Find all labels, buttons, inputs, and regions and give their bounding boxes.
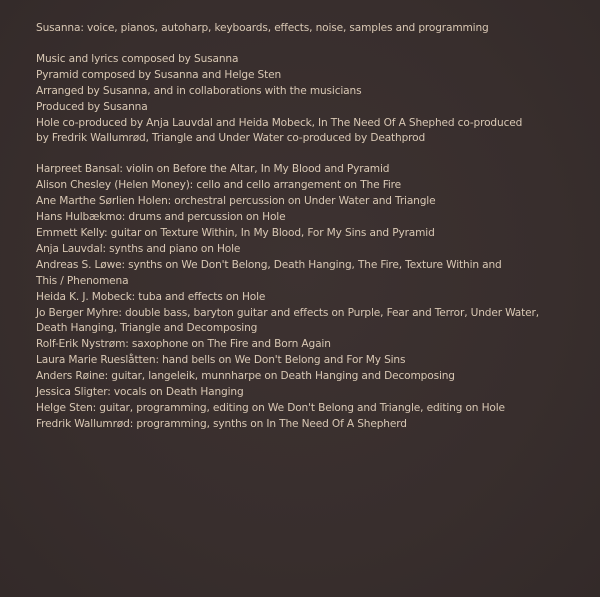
musician-credit: Harpreet Bansal: violin on Before the Altar, In My Blood and Pyramid bbox=[36, 163, 390, 176]
musician-credit: Alison Chesley (Helen Money): cello and cello arrangement on The Fire bbox=[36, 179, 401, 192]
musician-credit: Anders Røine: guitar, langeleik, munnharpe on Death Hanging and Decomposing bbox=[36, 370, 455, 383]
musician-credit: Emmett Kelly: guitar on Texture Within, In My Blood, For My Sins and Pyramid bbox=[36, 226, 435, 239]
musician-credit: This / Phenomena bbox=[36, 274, 129, 287]
musician-credit: Jo Berger Myhre: double bass, baryton guitar and effects on Purple, Fear and Terror, Under Water, bbox=[36, 306, 539, 319]
credit-line: Arranged by Susanna, and in collaborations with the musicians bbox=[36, 84, 362, 97]
musician-credit: Fredrik Wallumrød: programming, synths on In The Need Of A Shepherd bbox=[36, 417, 407, 430]
musician-credit: Helge Sten: guitar, programming, editing on We Don't Belong and Triangle, editing on Hole bbox=[36, 401, 505, 414]
credit-line: by Fredrik Wallumrød, Triangle and Under Water co-produced by Deathprod bbox=[36, 132, 426, 145]
musician-credit: Heida K. J. Mobeck: tuba and effects on Hole bbox=[36, 290, 266, 303]
composition-credits-block bbox=[36, 52, 581, 147]
musician-credits-block bbox=[36, 162, 581, 432]
musician-credit: Laura Marie Rueslåtten: hand bells on We Don't Belong and For My Sins bbox=[36, 354, 406, 367]
musician-credit: Jessica Sligter: vocals on Death Hanging bbox=[36, 386, 244, 399]
musician-credit: Ane Marthe Sørlien Holen: orchestral percussion on Under Water and Triangle bbox=[36, 195, 436, 208]
musician-credit: Andreas S. Løwe: synths on We Don't Belong, Death Hanging, The Fire, Texture Within and bbox=[36, 258, 502, 271]
credit-line: Hole co-produced by Anja Lauvdal and Heida Mobeck, In The Need Of A Shephed co-produced bbox=[36, 116, 523, 129]
credit-line: Pyramid composed by Susanna and Helge Sten bbox=[36, 68, 282, 81]
credit-line: Produced by Susanna bbox=[36, 100, 148, 113]
credit-line: Music and lyrics composed by Susanna bbox=[36, 52, 239, 65]
musician-credit: Rolf-Erik Nystrøm: saxophone on The Fire and Born Again bbox=[36, 338, 331, 351]
musician-credit: Hans Hulbækmo: drums and percussion on Hole bbox=[36, 211, 286, 224]
musician-credit: Death Hanging, Triangle and Decomposing bbox=[36, 322, 258, 335]
credits-text bbox=[36, 21, 581, 448]
credit-line: Susanna: voice, pianos, autoharp, keyboards, effects, noise, samples and programming bbox=[36, 22, 489, 34]
primary-credit-block bbox=[36, 21, 581, 37]
musician-credit: Anja Lauvdal: synths and piano on Hole bbox=[36, 242, 241, 255]
